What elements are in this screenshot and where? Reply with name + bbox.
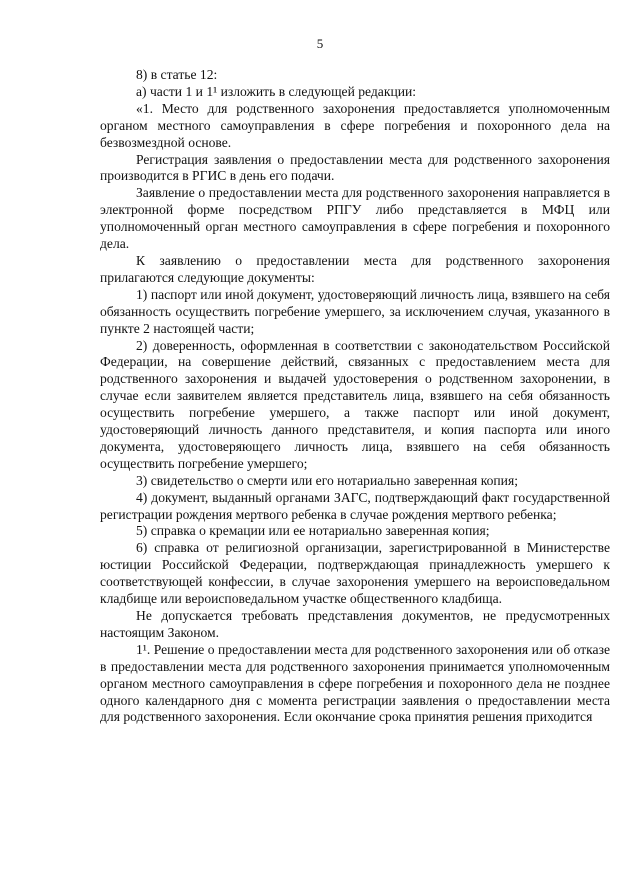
paragraph: «1. Место для родственного захоронения предоставляется уполномоченным органом местного самоуправления в сфере погребения и похоронного дела на безвозмездной основе. xyxy=(100,100,610,150)
list-item: 5) справка о кремации или ее нотариально заверенная копия; xyxy=(136,523,490,539)
list-item: 3) свидетельство о смерти или его нотариально заверенная копия; xyxy=(136,472,518,488)
paragraph: 8) в статье 12: xyxy=(136,67,218,82)
paragraph: К заявлению о предоставлении места для родственного захоронения прилагаются следующие документы: xyxy=(100,252,610,285)
list-item: 1) паспорт или иной документ, удостоверяющий личность лица, взявшего на себя обязанность осуществить погребение умершего, за исключением случая, указанного в пункте 2 настоящей части; xyxy=(100,286,610,336)
page-number: 5 xyxy=(316,36,324,51)
paragraph: а) части 1 и 1¹ изложить в следующей редакции: xyxy=(136,83,417,99)
paragraph: Не допускается требовать представления документов, не предусмотренных настоящим Законом. xyxy=(100,608,610,640)
paragraph: Регистрация заявления о предоставлении места для родственного захоронения производится в РГИС в день его подачи. xyxy=(100,151,610,184)
list-item: 4) документ, выданный органами ЗАГС, подтверждающий факт государственной регистрации рождения мертвого ребенка в случае рождения мертвого ребенка; xyxy=(100,489,610,522)
document-body xyxy=(100,67,610,726)
paragraph: Заявление о предоставлении места для родственного захоронения направляется в электронной форме посредством РПГУ либо представляется в МФЦ или уполномоченный орган местного самоуправления в сфере погребения и похоронного дела. xyxy=(100,185,610,252)
list-item: 2) доверенность, оформленная в соответствии с законодательством Российской Федерации, на совершение действий, связанных с предоставлением места для родственного захоронения и выдачей удостоверения о родственном захоронении, в случае если заявителем является представитель лица, взявшего на себя обязанность осуществить погребение умершего, а также паспорт или иной документ, удостоверяющий личность данного представителя, и копия паспорта или иного документа, удостоверяющего личность лица, взявшего на себя обязанность осуществить погребение умершего; xyxy=(100,337,610,471)
list-item: 6) справка от религиозной организации, зарегистрированной в Министерстве юстиции Российской Федерации, подтверждающая принадлежность умершего к соответствующей конфессии, в случае захоронения умершего на вероисповедальном кладбище или вероисповедальном участке общественного кладбища. xyxy=(100,540,610,607)
paragraph: 1¹. Решение о предоставлении места для родственного захоронения или об отказе в предоставлении места для родственного захоронения принимается уполномоченным органом местного самоуправления в сфере погребения и похоронного дела не позднее одного календарного дня с момента регистрации заявления о предоставлении места для родственного захоронения. Если окончание срока принятия решения приходится xyxy=(100,641,610,725)
